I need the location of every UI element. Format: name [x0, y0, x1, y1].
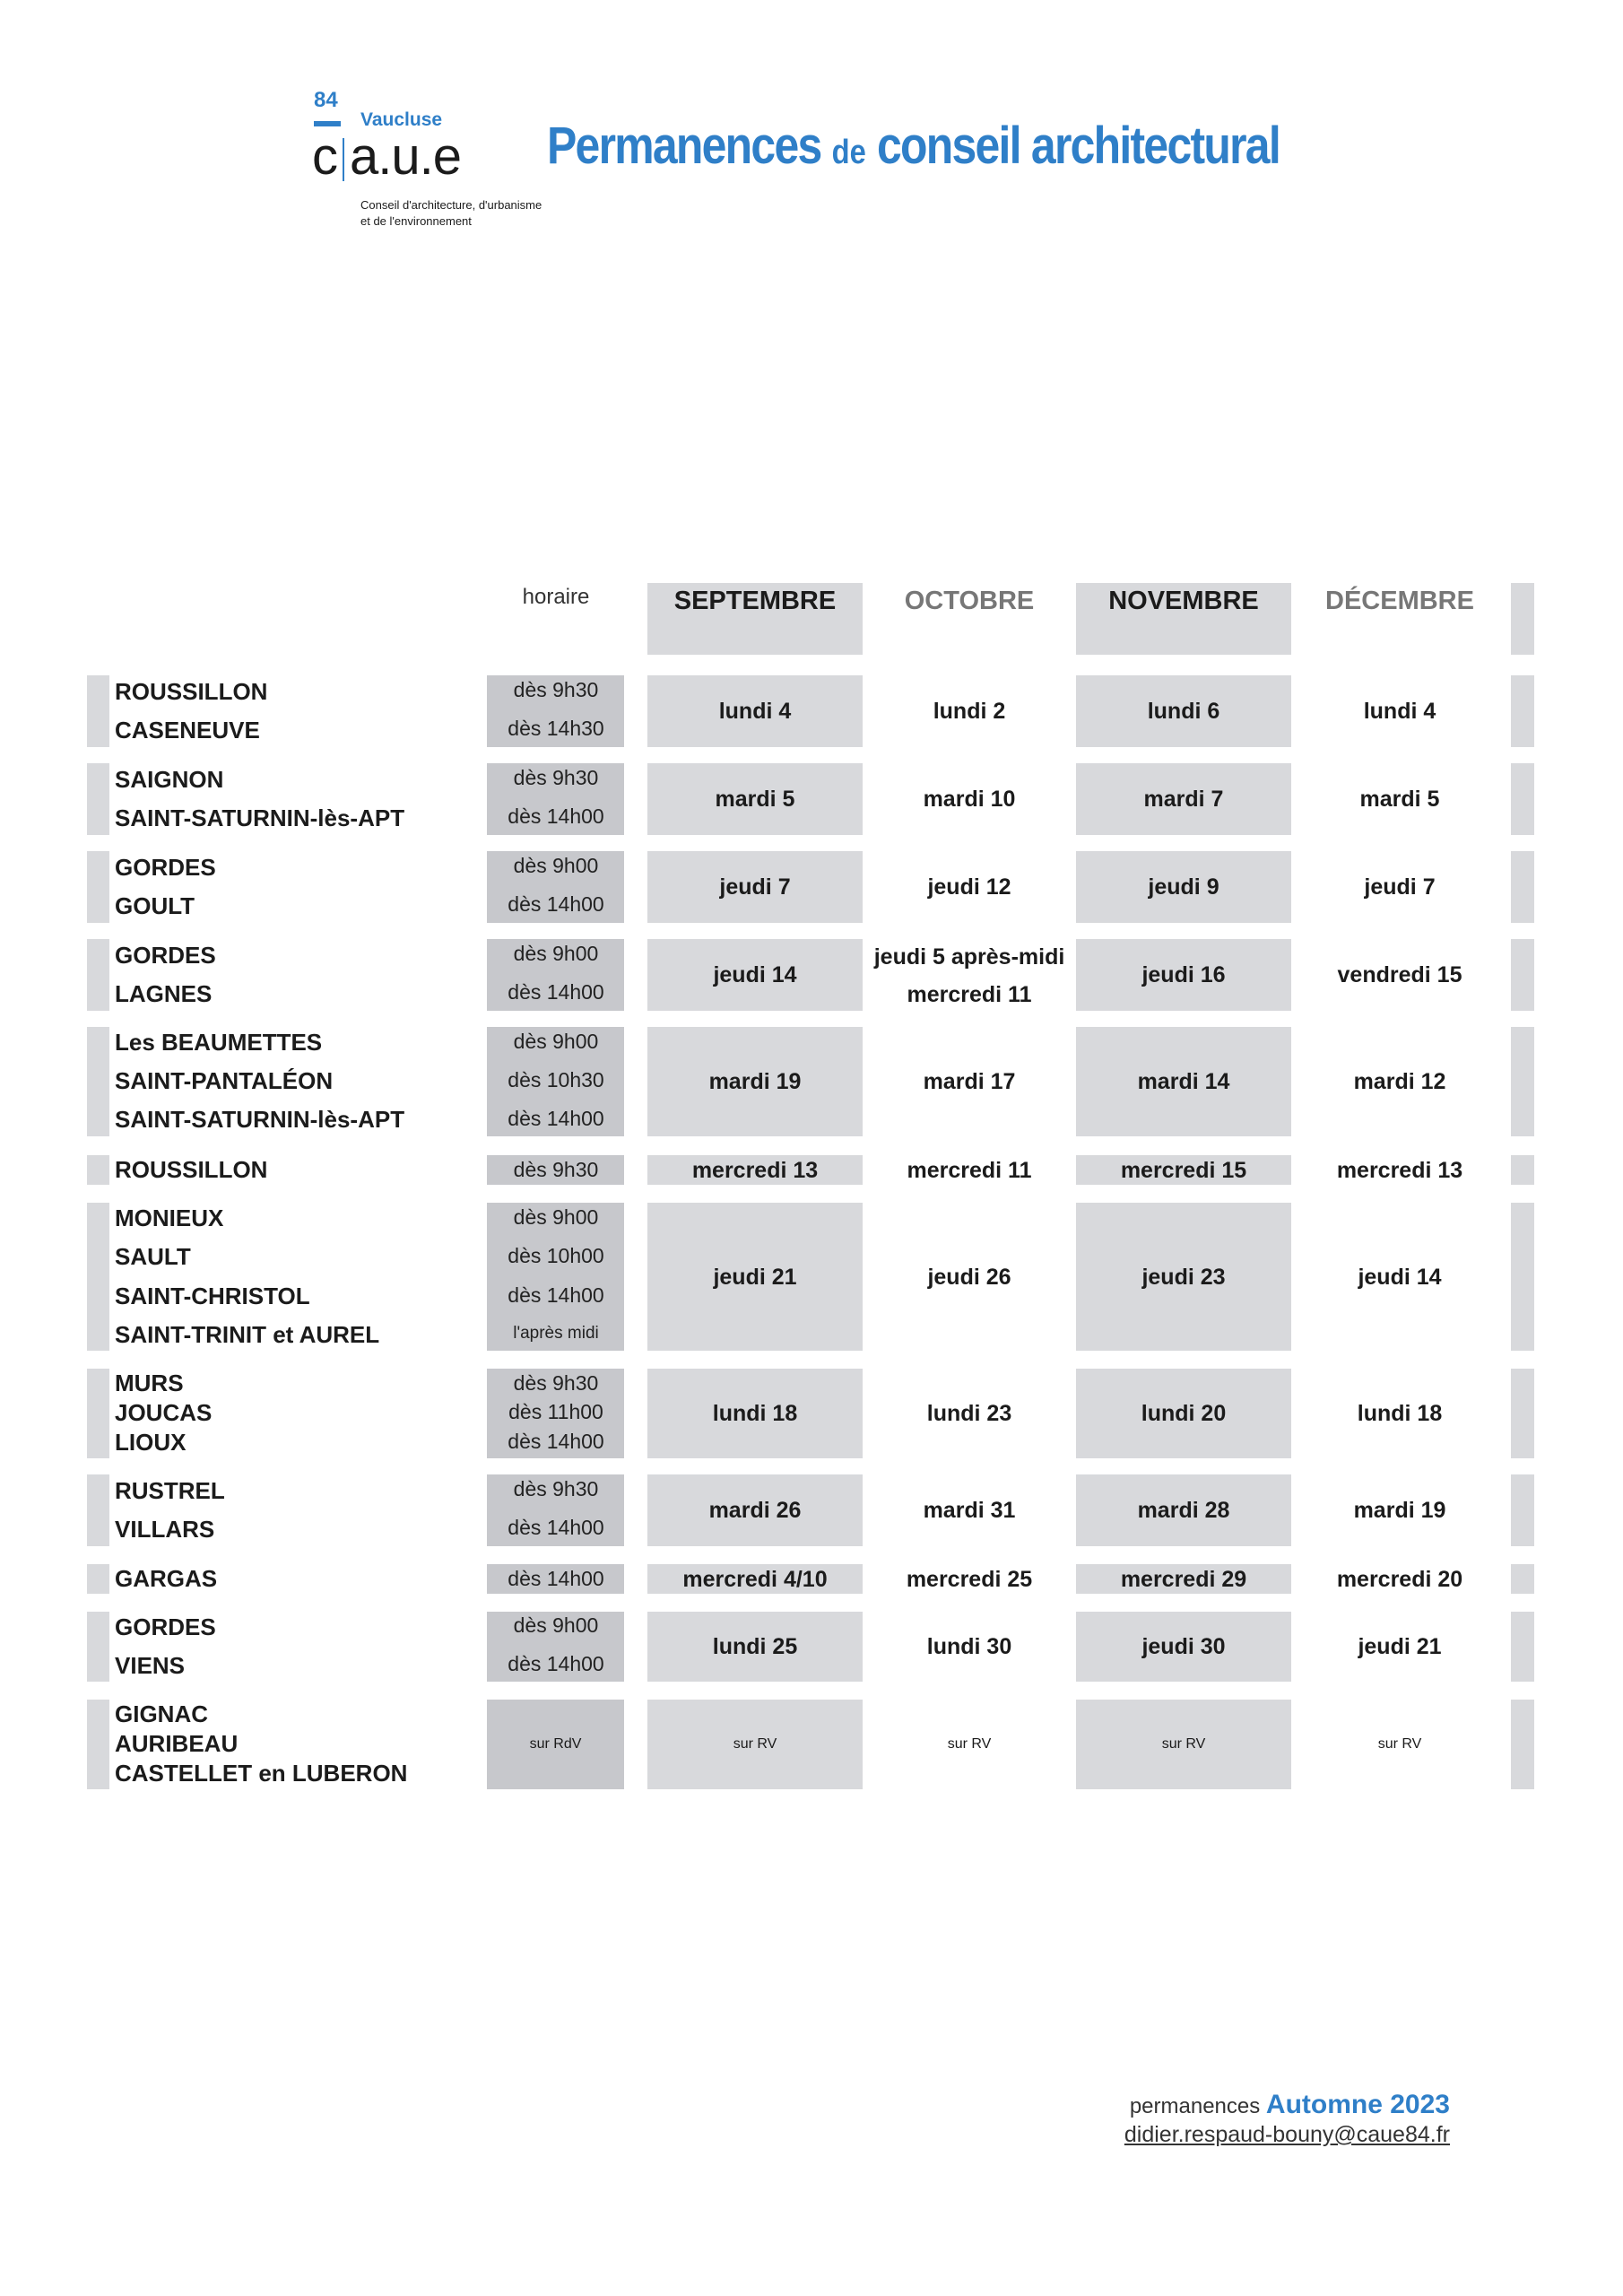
time-label: sur RdV [529, 1736, 582, 1752]
town-name: SAINT-PANTALÉON [115, 1067, 334, 1094]
date-november: jeudi 9 [1148, 874, 1219, 900]
date-september: mercredi 13 [691, 1157, 819, 1183]
town-name: VILLARS [115, 1516, 215, 1543]
row-right-bar [1511, 763, 1534, 835]
header-october: OCTOBRE [904, 586, 1035, 615]
town-name: GORDES [115, 942, 216, 969]
row-left-bar [87, 1564, 109, 1594]
date-november: jeudi 23 [1141, 1264, 1226, 1290]
row-left-bar [87, 1612, 109, 1682]
date-october: mardi 17 [923, 1069, 1016, 1094]
date-november: mardi 28 [1137, 1498, 1230, 1523]
row-right-bar [1511, 1700, 1534, 1789]
town-name: MONIEUX [115, 1205, 224, 1231]
date-november: jeudi 16 [1141, 962, 1226, 987]
time-label: dès 9h30 [513, 1371, 599, 1395]
date-november: sur RV [1161, 1736, 1206, 1752]
date-october: jeudi 12 [927, 874, 1011, 900]
row-left-bar [87, 1474, 109, 1546]
date-december: jeudi 21 [1358, 1634, 1442, 1659]
date-december: jeudi 7 [1364, 874, 1436, 900]
date-december: mardi 19 [1353, 1498, 1446, 1523]
date-october: mardi 31 [923, 1498, 1016, 1523]
town-name: AURIBEAU [115, 1730, 239, 1757]
row-left-bar [87, 939, 109, 1011]
time-label: l'après midi [513, 1324, 599, 1343]
town-name: SAINT-TRINIT et AUREL [115, 1321, 380, 1348]
row-left-bar [87, 1700, 109, 1789]
date-september: mercredi 4/10 [682, 1566, 828, 1592]
town-name: SAINT-SATURNIN-lès-APT [115, 1106, 405, 1133]
date-november: lundi 6 [1147, 699, 1220, 724]
row-left-bar [87, 1155, 109, 1185]
row-right-bar [1511, 1474, 1534, 1546]
date-december: jeudi 14 [1358, 1264, 1442, 1290]
time-label: dès 9h30 [513, 1477, 599, 1500]
row-left-bar [87, 1203, 109, 1351]
footer-season-label: Automne 2023 [1265, 2090, 1450, 2119]
time-label: dès 9h30 [513, 678, 599, 701]
town-name: CASTELLET en LUBERON [115, 1760, 408, 1787]
row-left-bar [87, 1027, 109, 1136]
date-november: mercredi 29 [1120, 1566, 1247, 1592]
town-name: LIOUX [115, 1429, 187, 1456]
time-label: dès 11h00 [508, 1400, 603, 1423]
date-december: lundi 18 [1357, 1401, 1443, 1426]
page-title-part2: de [831, 134, 866, 171]
row-left-bar [87, 851, 109, 923]
row-right-bar [1511, 1369, 1534, 1458]
header-september: SEPTEMBRE [673, 586, 837, 615]
page-title-part3: conseil architectural [876, 117, 1280, 175]
time-label: dès 9h00 [513, 1205, 599, 1229]
header-right-bar [1511, 583, 1534, 655]
date-october: jeudi 5 après-midi [873, 944, 1065, 970]
date-november: jeudi 30 [1141, 1634, 1226, 1659]
row-right-bar [1511, 1203, 1534, 1351]
logo-subtitle-line1: Conseil d'architecture, d'urbanisme [360, 198, 542, 212]
date-december: mercredi 20 [1336, 1566, 1463, 1592]
time-label: dès 9h30 [513, 766, 599, 789]
time-label: dès 14h00 [508, 1107, 604, 1130]
town-name: SAIGNON [115, 766, 224, 793]
date-september: jeudi 14 [713, 962, 797, 987]
date-october: mercredi 25 [906, 1566, 1033, 1592]
date-september: lundi 25 [712, 1634, 798, 1659]
time-label: dès 14h00 [508, 1430, 604, 1453]
logo-c: c [312, 127, 338, 186]
town-name: MURS [115, 1370, 184, 1396]
town-name: CASENEUVE [115, 717, 260, 744]
time-label: dès 9h00 [513, 854, 599, 877]
date-october: lundi 23 [926, 1401, 1012, 1426]
date-october: lundi 2 [933, 699, 1006, 724]
time-label: dès 14h00 [508, 892, 604, 916]
town-name: GIGNAC [115, 1700, 208, 1727]
footer-season [1130, 2090, 1450, 2120]
date-october-extra: mercredi 11 [907, 982, 1032, 1007]
row-left-bar [87, 1369, 109, 1458]
row-left-bar [87, 763, 109, 835]
logo-subtitle [360, 197, 542, 230]
date-december: mardi 5 [1359, 787, 1440, 812]
town-name: GOULT [115, 892, 195, 919]
town-name: GORDES [115, 854, 216, 881]
row-right-bar [1511, 1612, 1534, 1682]
header-november: NOVEMBRE [1108, 586, 1259, 615]
time-label: dès 14h00 [508, 1516, 604, 1539]
time-label: dès 14h00 [508, 1283, 604, 1307]
date-september: mardi 26 [708, 1498, 802, 1523]
date-october: mardi 10 [923, 787, 1016, 812]
time-label: dès 14h30 [508, 717, 604, 740]
town-name: SAINT-CHRISTOL [115, 1283, 310, 1309]
footer-prefix: permanences [1129, 2094, 1261, 2118]
town-name: ROUSSILLON [115, 678, 268, 705]
town-name: GARGAS [115, 1565, 218, 1592]
town-name: SAINT-SATURNIN-lès-APT [115, 804, 405, 831]
page-title [547, 117, 1280, 175]
row-right-bar [1511, 1027, 1534, 1136]
date-november: lundi 20 [1141, 1401, 1227, 1426]
town-name: RUSTREL [115, 1477, 225, 1504]
row-right-bar [1511, 1564, 1534, 1594]
time-label: dès 14h00 [508, 1652, 604, 1675]
caue-logo [314, 88, 565, 240]
time-label: dès 10h00 [508, 1244, 604, 1267]
date-december: mercredi 13 [1336, 1157, 1463, 1183]
date-september: mardi 19 [708, 1069, 802, 1094]
row-right-bar [1511, 939, 1534, 1011]
town-name: ROUSSILLON [115, 1156, 268, 1183]
logo-aue: a.u.e [350, 127, 461, 186]
date-september: sur RV [733, 1736, 777, 1752]
logo-accent-bar [314, 121, 341, 126]
time-label: dès 9h30 [513, 1158, 599, 1181]
date-september: mardi 5 [715, 787, 795, 812]
time-label: dès 10h30 [508, 1068, 604, 1091]
logo-region: Vaucluse [360, 109, 443, 130]
date-september: lundi 18 [712, 1401, 798, 1426]
date-december: mardi 12 [1353, 1069, 1446, 1094]
row-left-bar [87, 675, 109, 747]
date-december: vendredi 15 [1337, 962, 1462, 987]
date-september: jeudi 21 [713, 1264, 797, 1290]
page-title-part1: Permanences [547, 117, 821, 175]
row-right-bar [1511, 675, 1534, 747]
town-name: VIENS [115, 1652, 186, 1679]
time-label: dès 9h00 [513, 1030, 599, 1053]
town-name: GORDES [115, 1613, 216, 1640]
town-name: LAGNES [115, 980, 213, 1007]
header-december: DÉCEMBRE [1325, 586, 1474, 615]
date-december: sur RV [1377, 1736, 1422, 1752]
logo-subtitle-line2: et de l'environnement [360, 214, 472, 228]
time-label: dès 14h00 [508, 804, 604, 828]
time-label: dès 9h00 [513, 942, 599, 965]
date-november: mercredi 15 [1120, 1157, 1247, 1183]
time-label: dès 9h00 [513, 1613, 599, 1637]
date-december: lundi 4 [1363, 699, 1436, 724]
date-september: lundi 4 [718, 699, 792, 724]
date-october: lundi 30 [926, 1634, 1012, 1659]
town-name: SAULT [115, 1243, 191, 1270]
header-horaire: horaire [522, 584, 590, 609]
logo-separator [343, 138, 344, 181]
row-right-bar [1511, 1155, 1534, 1185]
footer-email-link[interactable]: didier.respaud-bouny@caue84.fr [1124, 2122, 1450, 2147]
time-label: dès 14h00 [508, 1567, 604, 1590]
logo-number: 84 [314, 88, 338, 112]
date-october: mercredi 11 [907, 1157, 1032, 1183]
date-september: jeudi 7 [719, 874, 791, 900]
time-label: dès 14h00 [508, 980, 604, 1004]
row-right-bar [1511, 851, 1534, 923]
date-november: mardi 14 [1137, 1069, 1230, 1094]
town-name: Les BEAUMETTES [115, 1029, 323, 1056]
date-october: sur RV [947, 1736, 992, 1752]
date-november: mardi 7 [1143, 787, 1224, 812]
town-name: JOUCAS [115, 1399, 213, 1426]
date-october: jeudi 26 [927, 1264, 1011, 1290]
